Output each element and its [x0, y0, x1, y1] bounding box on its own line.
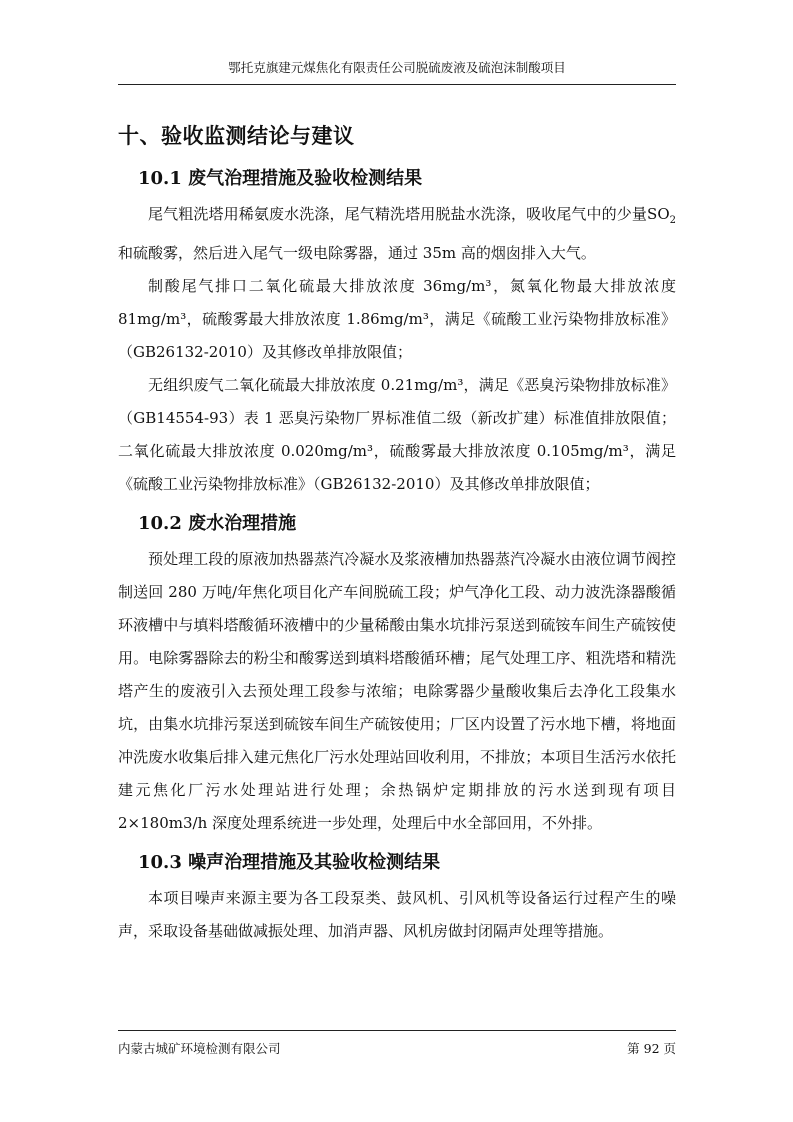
paragraph-text: 尾气粗洗塔用稀氨废水洗涤，尾气精洗塔用脱盐水洗涤，吸收尾气中的少量SO	[148, 205, 670, 223]
subscript-text: 2	[669, 215, 676, 226]
page-number: 第 92 页	[627, 1041, 676, 1056]
footer-company: 内蒙古城矿环境检测有限公司	[118, 1041, 281, 1056]
paragraph-exhaust-treatment	[118, 198, 676, 270]
paragraph-noise: 本项目噪声来源主要为各工段泵类、鼓风机、引风机等设备运行过程产生的噪声，采取设备基础做减振处理、加消声器、风机房做封闭隔声处理等措施。	[118, 889, 676, 940]
paragraph-fugitive-emission: 无组织废气二氧化硫最大排放浓度 0.21mg/m³，满足《恶臭污染物排放标准》（GB14554-93）表 1 恶臭污染物厂界标准值二级（新改扩建）标准值排放限值；二氧化硫最大排放浓度 0.020mg/m³，硫酸雾最大排放浓度 0.105mg/m³，满足《硫酸工业污染物排放标准》（GB26132-2010）及其修改单排放限值；	[118, 376, 676, 493]
paragraph-text: 和硫酸雾，然后进入尾气一级电除雾器，通过 35m 高的烟囱排入大气。	[118, 244, 596, 262]
paragraph-wastewater: 预处理工段的原液加热器蒸汽冷凝水及浆液槽加热器蒸汽冷凝水由液位调节阀控制送回 280 万吨/年焦化项目化产车间脱硫工段；炉气净化工段、动力波洗涤器酸循环液槽中与填料塔酸循环液槽中的少量稀酸由集水坑排污泵送到硫铵车间生产硫铵使用。电除雾器除去的粉尘和酸雾送到填料塔酸循环槽；尾气处理工序、粗洗塔和精洗塔产生的废液引入去预处理工段参与浓缩；电除雾器少量酸收集后去净化工段集水坑，由集水坑排污泵送到硫铵车间生产硫铵使用；厂区内设置了污水地下槽，将地面冲洗废水收集后排入建元焦化厂污水处理站回收利用，不排放；本项目生活污水依托建元焦化厂污水处理站进行处理；余热锅炉定期排放的污水送到现有项目 2×180m3/h 深度处理系统进一步处理，处理后中水全部回用，不外排。	[118, 550, 676, 832]
document-body	[118, 112, 676, 948]
page-header	[118, 58, 676, 85]
chapter-title: 十、验收监测结论与建议	[118, 123, 355, 148]
section-title-10-1: 10.1 废气治理措施及验收检测结果	[138, 168, 423, 189]
section-title-10-2: 10.2 废水治理措施	[138, 513, 297, 534]
paragraph-organized-emission: 制酸尾气排口二氧化硫最大排放浓度 36mg/m³，氮氧化物最大排放浓度81mg/m³，硫酸雾最大排放浓度 1.86mg/m³，满足《硫酸工业污染物排放标准》（GB26132-2010）及其修改单排放限值；	[118, 277, 676, 361]
section-title-10-3: 10.3 噪声治理措施及其验收检测结果	[138, 852, 441, 873]
header-title: 鄂托克旗建元煤焦化有限责任公司脱硫废液及硫泡沫制酸项目	[228, 60, 566, 75]
page-footer	[118, 1030, 676, 1057]
